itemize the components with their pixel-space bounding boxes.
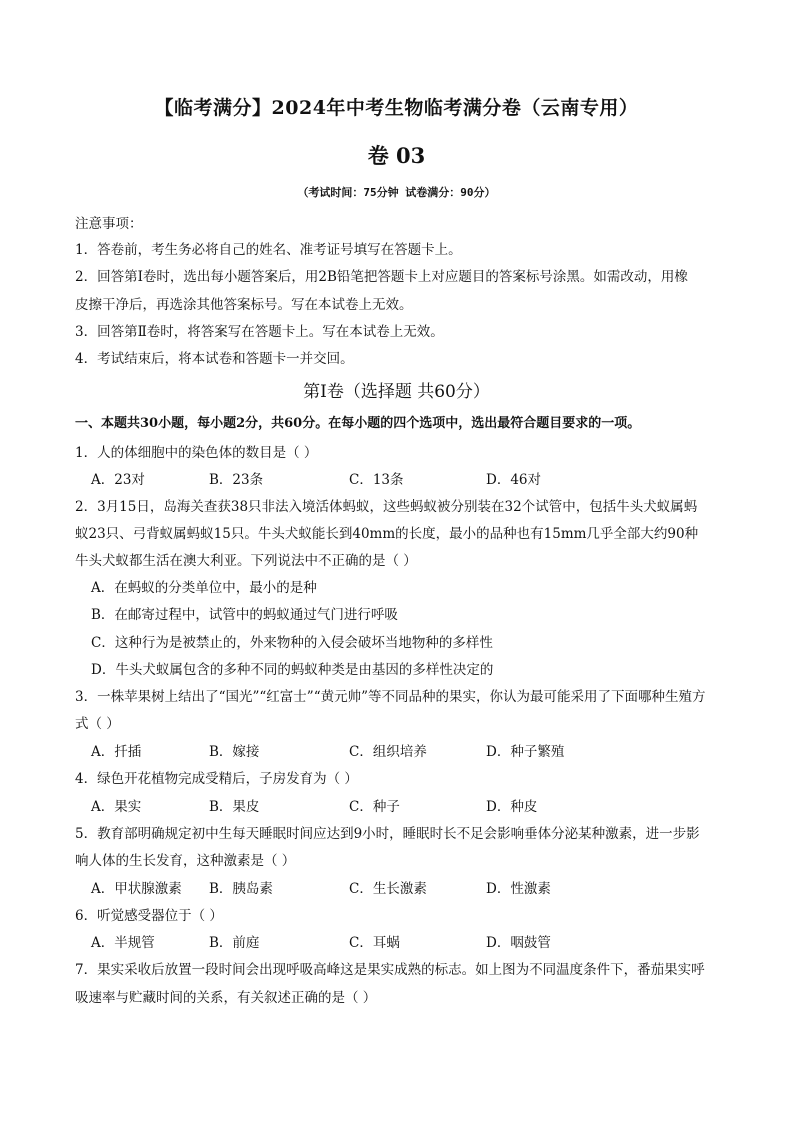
notes-heading: 注意事项： (75, 216, 143, 232)
question-stem-5: 响人体的生长发育，这种激素是（ ） (75, 853, 296, 869)
section-instruction: 一、本题共30小题，每小题2分，共60分。在每小题的四个选项中，选出最符合题目要求的一项。 (75, 416, 641, 431)
exam-title: 【临考满分】2024年中考生物临考满分卷（云南专用） (154, 97, 639, 119)
option-d[interactable]: D．种皮 (486, 799, 538, 815)
exam-info: （考试时间：75分钟 试卷满分：90分） (297, 186, 496, 199)
option-d[interactable]: D．咽鼓管 (486, 935, 551, 951)
option-c[interactable]: C．耳蜗 (349, 935, 400, 951)
option-c[interactable]: C．13条 (349, 472, 404, 488)
note-item: 3．回答第Ⅱ卷时，将答案写在答题卡上。写在本试卷上无效。 (75, 324, 444, 340)
option-a[interactable]: A．扦插 (91, 744, 142, 760)
option-c[interactable]: C．这种行为是被禁止的，外来物种的入侵会破坏当地物种的多样性 (91, 635, 493, 651)
option-b[interactable]: B．23条 (209, 472, 264, 488)
option-a[interactable]: A．23对 (91, 472, 145, 488)
option-b[interactable]: B．在邮寄过程中，试管中的蚂蚁通过气门进行呼吸 (91, 607, 398, 623)
option-c[interactable]: C．种子 (349, 799, 400, 815)
option-b[interactable]: B．前庭 (209, 935, 260, 951)
question-stem-2: 2．3月15日，岛海关查获38只非法入境活体蚂蚁，这些蚂蚁被分别装在32个试管中，包括牛头犬蚁属蚂 (75, 499, 698, 515)
option-c[interactable]: C．组织培养 (349, 744, 427, 760)
note-item: 2．回答第Ⅰ卷时，选出每小题答案后，用2B铅笔把答题卡上对应题目的答案标号涂黑。如需改动，用橡 (75, 269, 688, 285)
question-stem-2: 牛头犬蚁都生活在澳大利亚。下列说法中不正确的是（ ） (75, 553, 417, 569)
question-stem-7: 7．果实采收后放置一段时间会出现呼吸高峰这是果实成熟的标志。如上图为不同温度条件下，番茄果实呼 (75, 962, 705, 978)
note-item: 4．考试结束后，将本试卷和答题卡一并交回。 (75, 351, 354, 367)
option-b[interactable]: B．果皮 (209, 799, 260, 815)
option-b[interactable]: B．胰岛素 (209, 881, 273, 897)
option-d[interactable]: D．牛头犬蚁属包含的多种不同的蚂蚁种类是由基因的多样性决定的 (91, 662, 494, 678)
question-stem-7: 吸速率与贮藏时间的关系，有关叙述正确的是（ ） (75, 990, 377, 1006)
option-a[interactable]: A．甲状腺激素 (91, 881, 182, 897)
option-c[interactable]: C．生长激素 (349, 881, 427, 897)
volume-title: 卷 03 (367, 143, 426, 168)
option-d[interactable]: D．46对 (486, 472, 542, 488)
option-a[interactable]: A．半规管 (91, 935, 155, 951)
section-title: 第Ⅰ卷（选择题 共60分） (303, 382, 490, 402)
question-stem-2: 蚁23只、弓背蚁属蚂蚁15只。牛头犬蚁能长到40mm的长度，最小的品种也有15mm几乎全部大约90种 (75, 526, 699, 542)
option-a[interactable]: A．在蚂蚁的分类单位中，最小的是种 (91, 580, 317, 596)
option-b[interactable]: B．嫁接 (209, 744, 260, 760)
question-stem-1: 1．人的体细胞中的染色体的数目是（ ） (75, 445, 318, 461)
question-stem-6: 6．听觉感受器位于（ ） (75, 908, 223, 924)
option-d[interactable]: D．种子繁殖 (486, 744, 565, 760)
question-stem-5: 5．教育部明确规定初中生每天睡眠时间应达到9小时，睡眠时长不足会影响垂体分泌某种激素，进一步影 (75, 826, 700, 842)
note-item: 皮擦干净后，再选涂其他答案标号。写在本试卷上无效。 (75, 297, 413, 313)
question-stem-4: 4．绿色开花植物完成受精后，子房发育为（ ） (75, 771, 358, 787)
option-d[interactable]: D．性激素 (486, 881, 551, 897)
question-stem-3: 3．一株苹果树上结出了“国光”“红富士”“黄元帅”等不同品种的果实，你认为最可能采用了下面哪种生殖方 (75, 689, 706, 705)
note-item: 1．答卷前，考生务必将自己的姓名、准考证号填写在答题卡上。 (75, 242, 462, 258)
option-a[interactable]: A．果实 (91, 799, 142, 815)
question-stem-3: 式（ ） (75, 716, 120, 732)
